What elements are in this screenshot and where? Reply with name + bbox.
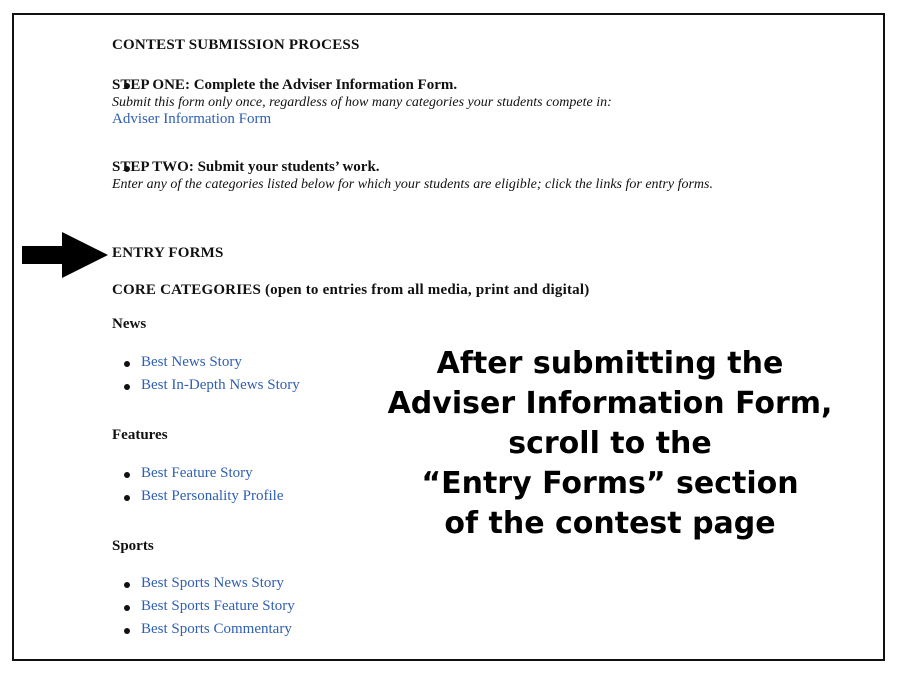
step-one-title: STEP ONE: [112,77,190,93]
link-best-sports-commentary[interactable]: Best Sports Commentary [141,621,292,637]
link-best-news-story[interactable]: Best News Story [141,354,242,370]
step-one [112,77,612,128]
category-news: News [112,316,147,332]
process-heading: CONTEST SUBMISSION PROCESS [112,37,360,53]
caption-line: scroll to the [508,426,712,461]
category-sports: Sports [112,538,154,554]
link-best-sports-feature-story[interactable]: Best Sports Feature Story [141,598,295,614]
link-best-personality-profile[interactable]: Best Personality Profile [141,488,284,504]
link-best-feature-story[interactable]: Best Feature Story [141,465,253,481]
caption-line: Adviser Information Form, [387,386,833,421]
step-two-note: Enter any of the categories listed below for which your students are eligible; click the links for entry forms. [112,177,713,192]
caption-line: of the contest page [444,506,776,541]
step-one-title-rest: Complete the Adviser Information Form. [193,77,458,93]
step-two [112,159,713,193]
step-one-note: Submit this form only once, regardless of how many categories your students compete in: [112,95,612,110]
bullet [124,582,130,588]
adviser-form-link[interactable]: Adviser Information Form [112,111,272,127]
category-features: Features [112,427,168,443]
entry-forms-heading: ENTRY FORMS [112,245,224,261]
bullet [124,495,130,501]
caption-line: After submitting the [436,346,784,381]
bullet [124,628,130,634]
caption-line: “Entry Forms” section [421,466,799,501]
step-two-title: STEP TWO: Submit your students’ work. [112,159,380,175]
link-best-sports-news-story[interactable]: Best Sports News Story [141,575,284,591]
link-best-in-depth-news-story[interactable]: Best In-Depth News Story [141,377,300,393]
core-categories-heading: CORE CATEGORIES (open to entries from all media, print and digital) [112,282,590,298]
right-arrow-icon [22,232,108,278]
bullet [124,472,130,478]
bullet [124,361,130,367]
instruction-caption [370,344,850,544]
bullet [124,605,130,611]
bullet [124,384,130,390]
